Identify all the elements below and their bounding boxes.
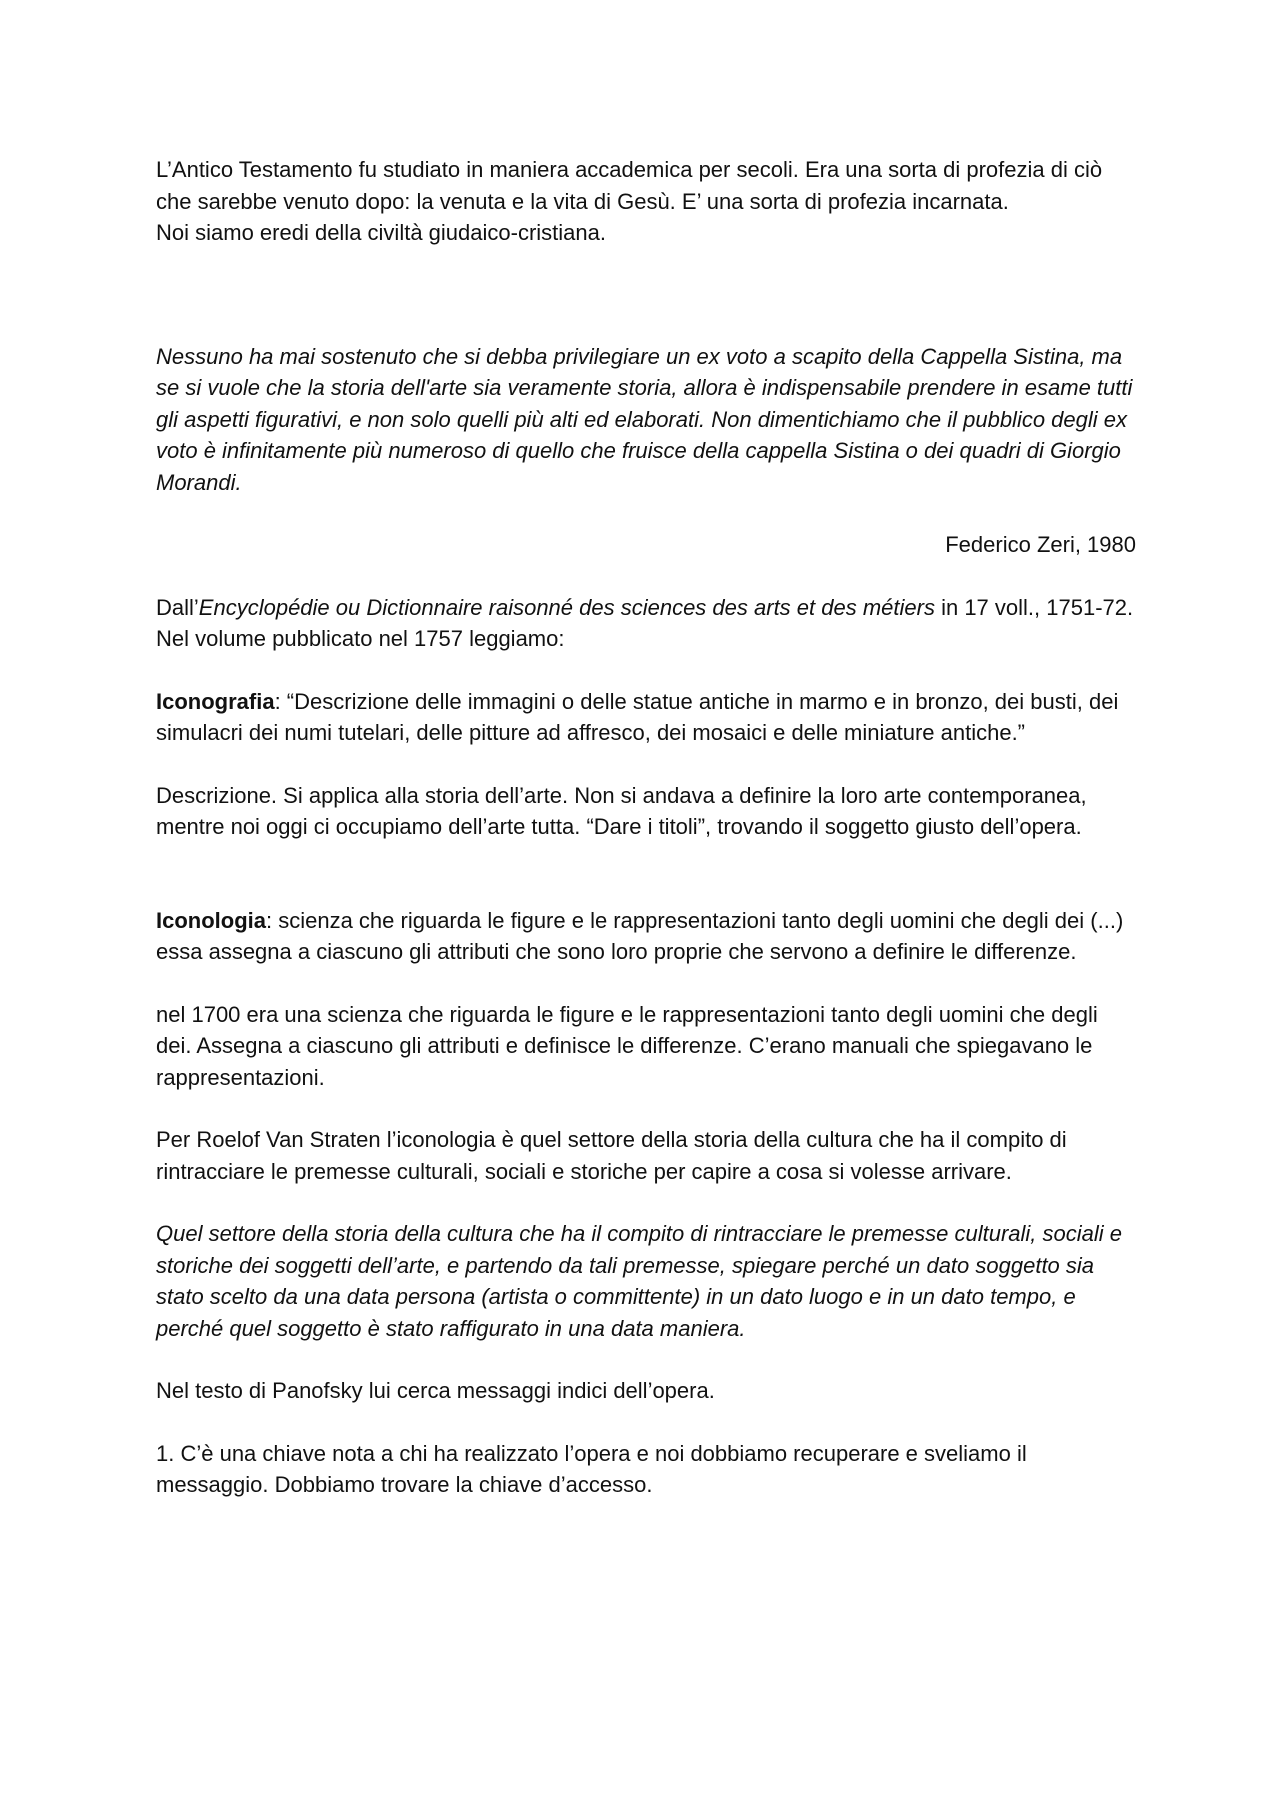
quote-zeri: Nessuno ha mai sostenuto che si debba privilegiare un ex voto a scapito della Cappella Sistina, ma se si vuole che la storia dell'arte sia veramente storia, allora è indispensabile prendere in esame tutti gli aspetti figurativi, e non solo quelli più alti ed elaborati. Non dimentichiamo che il pubblico degli ex voto è infinitamente più numeroso di quello che fruisce della cappella Sistina o dei quadri di Giorgio Morandi. <box>156 343 1133 495</box>
spacer <box>156 249 1136 311</box>
quote-van-straten: Quel settore della storia della cultura che ha il compito di rintracciare le premesse culturali, sociali e storiche dei soggetti dell’arte, e partendo da tali premesse, spiegare perché un dato soggetto sia stato scelto da una data persona (artista o committente) in un dato luogo e in un dato tempo, e perché quel soggetto è stato raffigurato in una data maniera. <box>156 1221 1123 1341</box>
encyclopedie-prefix: Dall’ <box>156 594 199 620</box>
spacer <box>156 655 1136 686</box>
term-iconografia: Iconografia <box>156 688 275 714</box>
paragraph-panofsky: Nel testo di Panofsky lui cerca messaggi indici dell’opera. <box>156 1378 715 1403</box>
encyclopedie-suffix: in 17 voll., 1751-72. <box>934 594 1134 620</box>
spacer <box>156 843 1136 905</box>
encyclopedie-title: Encyclopédie ou Dictionnaire raisonné des sciences des arts et des métiers <box>198 594 935 620</box>
quote-attribution: Federico Zeri, 1980 <box>945 532 1136 557</box>
spacer <box>156 311 1136 341</box>
spacer <box>156 1344 1136 1375</box>
definition-iconografia: : “Descrizione delle immagini o delle statue antiche in marmo e in bronzo, dei busti, dei simulacri dei numi tutelari, delle pitture ad affresco, dei mosaici e delle miniature antiche.” <box>156 688 1119 745</box>
spacer <box>156 1407 1136 1438</box>
spacer <box>156 498 1136 529</box>
paragraph-eredi: Noi siamo eredi della civiltà giudaico-cristiana. <box>156 220 606 245</box>
spacer <box>156 968 1136 999</box>
paragraph-nel-1700: nel 1700 era una scienza che riguarda le figure e le rappresentazioni tanto degli uomini che degli dei. Assegna a ciascuno gli attributi e definisce le differenze. C’erano manuali che spiegavano le rappresentazioni. <box>156 1001 1098 1090</box>
paragraph-volume: Nel volume pubblicato nel 1757 leggiamo: <box>156 626 565 651</box>
paragraph-iconografia <box>156 686 1136 749</box>
paragraph-antico-testamento: L’Antico Testamento fu studiato in maniera accademica per secoli. Era una sorta di profezia di ciò che sarebbe venuto dopo: la venuta e la vita di Gesù. E’ una sorta di profezia incarnata. <box>156 157 1103 214</box>
spacer <box>156 1093 1136 1124</box>
list-item-point-1: 1. C’è una chiave nota a chi ha realizzato l’opera e noi dobbiamo recuperare e sveliamo il messaggio. Dobbiamo trovare la chiave d’accesso. <box>156 1440 1027 1497</box>
spacer <box>156 749 1136 780</box>
spacer <box>156 1187 1136 1218</box>
paragraph-van-straten: Per Roelof Van Straten l’iconologia è quel settore della storia della cultura che ha il compito di rintracciare le premesse culturali, sociali e storiche per capire a cosa si volesse arrivare. <box>156 1127 1067 1184</box>
document-body <box>156 154 1136 1501</box>
definition-iconologia: : scienza che riguarda le figure e le rappresentazioni tanto degli uomini che degli dei (...) essa assegna a ciascuno gli attributi che sono loro proprie che servono a definire le differenze. <box>156 907 1124 964</box>
term-iconologia: Iconologia <box>156 907 266 933</box>
paragraph-iconologia <box>156 905 1136 968</box>
paragraph-descrizione: Descrizione. Si applica alla storia dell’arte. Non si andava a definire la loro arte contemporanea, mentre noi oggi ci occupiamo dell’arte tutta. “Dare i titoli”, trovando il soggetto giusto dell’opera. <box>156 782 1087 839</box>
paragraph-encyclopedie <box>156 592 1136 624</box>
spacer <box>156 561 1136 592</box>
